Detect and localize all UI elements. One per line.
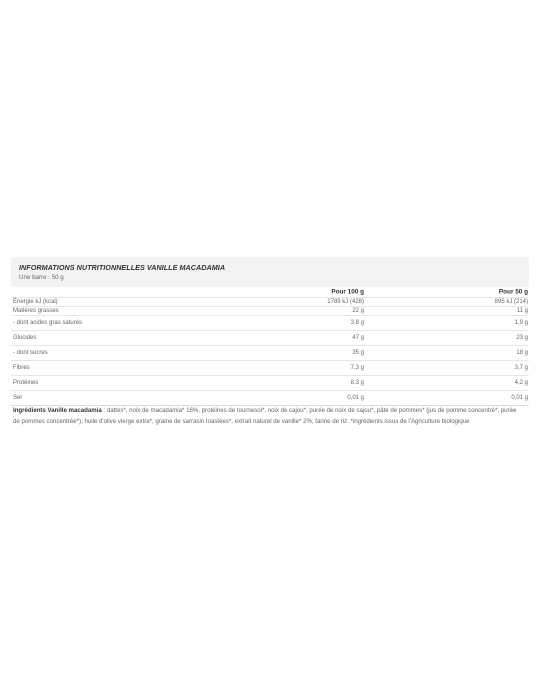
nutrient-label: Glucides (13, 335, 37, 341)
value-per-50g: 3,7 g (514, 365, 528, 371)
nutrient-label: Matières grasses (13, 308, 59, 314)
nutrition-header (11, 257, 529, 287)
nutrition-panel (11, 257, 529, 453)
column-header-per-100g: Pour 100 g (331, 288, 364, 296)
value-per-50g: 23 g (516, 335, 528, 341)
value-per-50g: 1,9 g (514, 320, 528, 326)
serving-size: Une barre : 50 g (19, 274, 64, 281)
value-per-100g: 1789 kJ (428) (327, 299, 364, 305)
value-per-100g: 22 g (352, 308, 364, 314)
value-per-100g: 8,3 g (350, 380, 364, 386)
table-row (11, 307, 529, 316)
column-header-per-50g: Pour 50 g (498, 288, 528, 296)
nutrient-label: Sel (13, 395, 22, 401)
nutrient-label: Fibres (13, 365, 30, 371)
table-row (11, 316, 529, 331)
value-per-50g: 18 g (516, 350, 528, 356)
value-per-50g: 895 kJ (214) (494, 299, 528, 305)
value-per-100g: 47 g (352, 335, 364, 341)
ingredients-list: : dattes*, noix de macadamia* 16%, protéines de tournesol*, noix de cajou*, purée de noix de cajou*, pâte de pommes* (jus de pomme concentré*, purée de pommes concentrée*), huile d'olive vierge extra*, graine de sarrasin toastées*, extrait naturel de vanille* 2%, farine de riz. *ingrédients issus de l'Agriculture biologique (13, 407, 517, 425)
ingredients-heading: Ingrédients Vanille macadamia (13, 407, 102, 414)
nutrition-table (11, 287, 529, 406)
table-row (11, 376, 529, 391)
nutrient-label: Énergie kJ (kcal) (13, 299, 58, 305)
nutrient-label: - dont acides gras saturés (13, 320, 83, 326)
table-row (11, 361, 529, 376)
ingredients-text (13, 406, 521, 427)
value-per-100g: 7,3 g (350, 365, 364, 371)
value-per-50g: 0,01 g (511, 395, 528, 401)
table-header-row (11, 287, 529, 298)
value-per-50g: 4,2 g (514, 380, 528, 386)
table-row (11, 331, 529, 346)
nutrient-label: - dont sucres (13, 350, 48, 356)
nutrition-title: INFORMATIONS NUTRITIONNELLES VANILLE MACADAMIA (19, 263, 226, 272)
table-row (11, 298, 529, 307)
table-row (11, 391, 529, 406)
table-row (11, 346, 529, 361)
value-per-100g: 3,8 g (350, 320, 364, 326)
value-per-50g: 11 g (516, 308, 528, 314)
value-per-100g: 35 g (352, 350, 364, 356)
value-per-100g: 0,01 g (347, 395, 364, 401)
nutrient-label: Protéines (13, 380, 39, 386)
